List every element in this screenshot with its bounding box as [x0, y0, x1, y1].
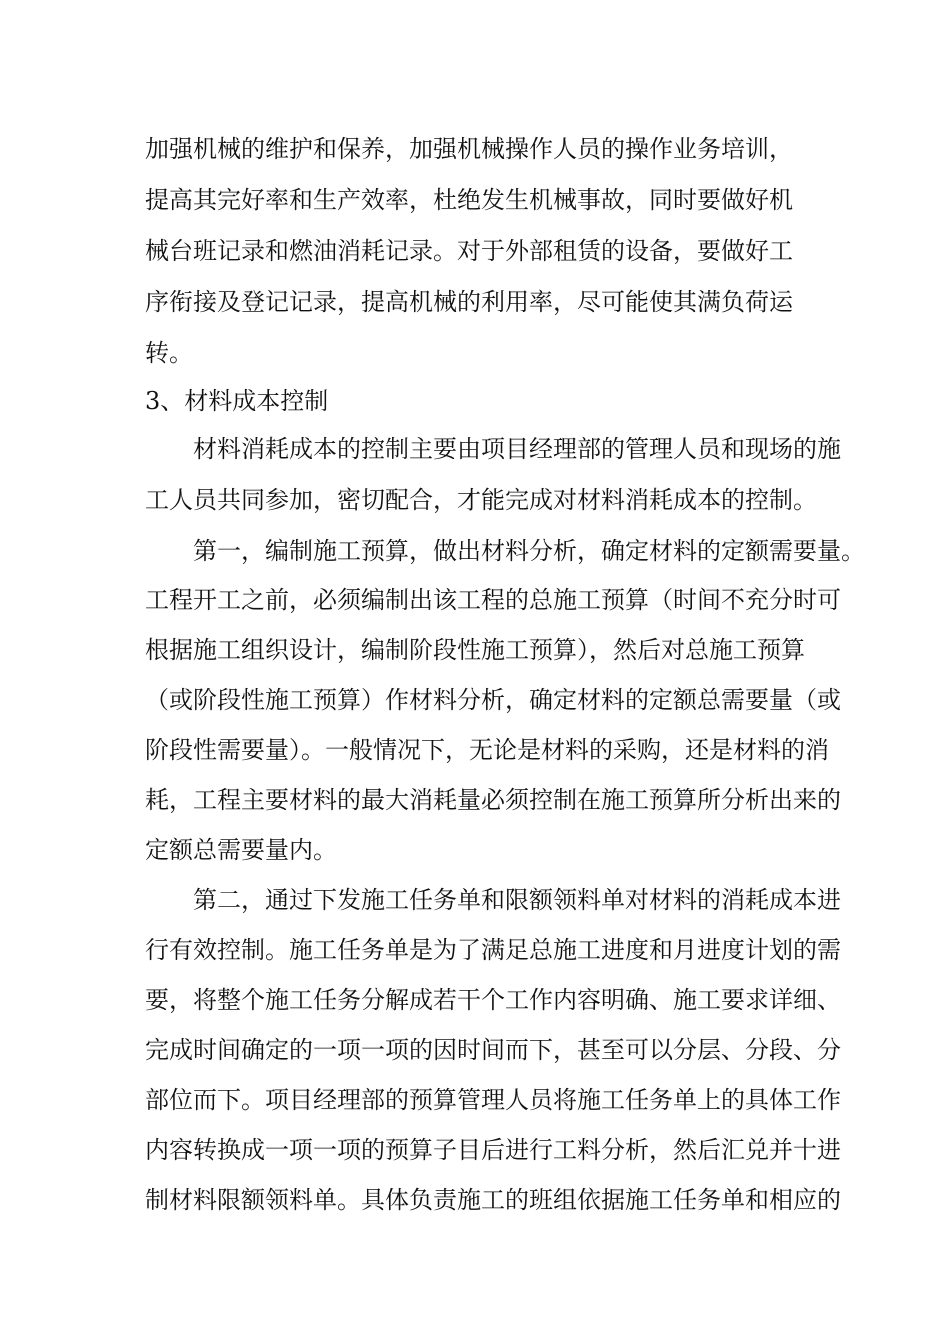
paragraph-line: 第二，通过下发施工任务单和限额领料单对材料的消耗成本进	[193, 886, 841, 914]
paragraph-line: 提高其完好率和生产效率，杜绝发生机械事故，同时要做好机	[145, 186, 793, 214]
paragraph-line: 第一，编制施工预算，做出材料分析，确定材料的定额需要量。	[193, 537, 865, 565]
paragraph-line: 工程开工之前，必须编制出该工程的总施工预算（时间不充分时可	[145, 586, 841, 614]
section-heading: 3、材料成本控制	[145, 387, 329, 415]
paragraph-line: 部位而下。项目经理部的预算管理人员将施工任务单上的具体工作	[145, 1086, 841, 1114]
paragraph-line: 制材料限额领料单。具体负责施工的班组依据施工任务单和相应的	[145, 1186, 841, 1214]
paragraph-line: 序衔接及登记记录，提高机械的利用率，尽可能使其满负荷运	[145, 288, 793, 316]
paragraph-line: 阶段性需要量）。一般情况下，无论是材料的采购，还是材料的消	[145, 736, 829, 764]
paragraph-line: 根据施工组织设计，编制阶段性施工预算），然后对总施工预算	[145, 636, 805, 664]
paragraph-line: 材料消耗成本的控制主要由项目经理部的管理人员和现场的施	[193, 435, 841, 463]
paragraph-line: 转。	[145, 339, 193, 367]
paragraph-line: 定额总需要量内。	[145, 836, 337, 864]
paragraph-line: 工人员共同参加，密切配合，才能完成对材料消耗成本的控制。	[145, 486, 817, 514]
paragraph-line: 耗，工程主要材料的最大消耗量必须控制在施工预算所分析出来的	[145, 786, 841, 814]
paragraph-line: 要，将整个施工任务分解成若干个工作内容明确、施工要求详细、	[145, 986, 841, 1014]
paragraph-line: 加强机械的维护和保养，加强机械操作人员的操作业务培训，	[145, 135, 793, 163]
paragraph-line: 行有效控制。施工任务单是为了满足总施工进度和月进度计划的需	[145, 936, 841, 964]
paragraph-line: 内容转换成一项一项的预算子目后进行工料分析，然后汇兑并十进	[145, 1136, 841, 1164]
paragraph-line: 完成时间确定的一项一项的因时间而下，甚至可以分层、分段、分	[145, 1036, 841, 1064]
paragraph-line: （或阶段性施工预算）作材料分析，确定材料的定额总需要量（或	[145, 686, 841, 714]
paragraph-line: 械台班记录和燃油消耗记录。对于外部租赁的设备，要做好工	[145, 237, 793, 265]
